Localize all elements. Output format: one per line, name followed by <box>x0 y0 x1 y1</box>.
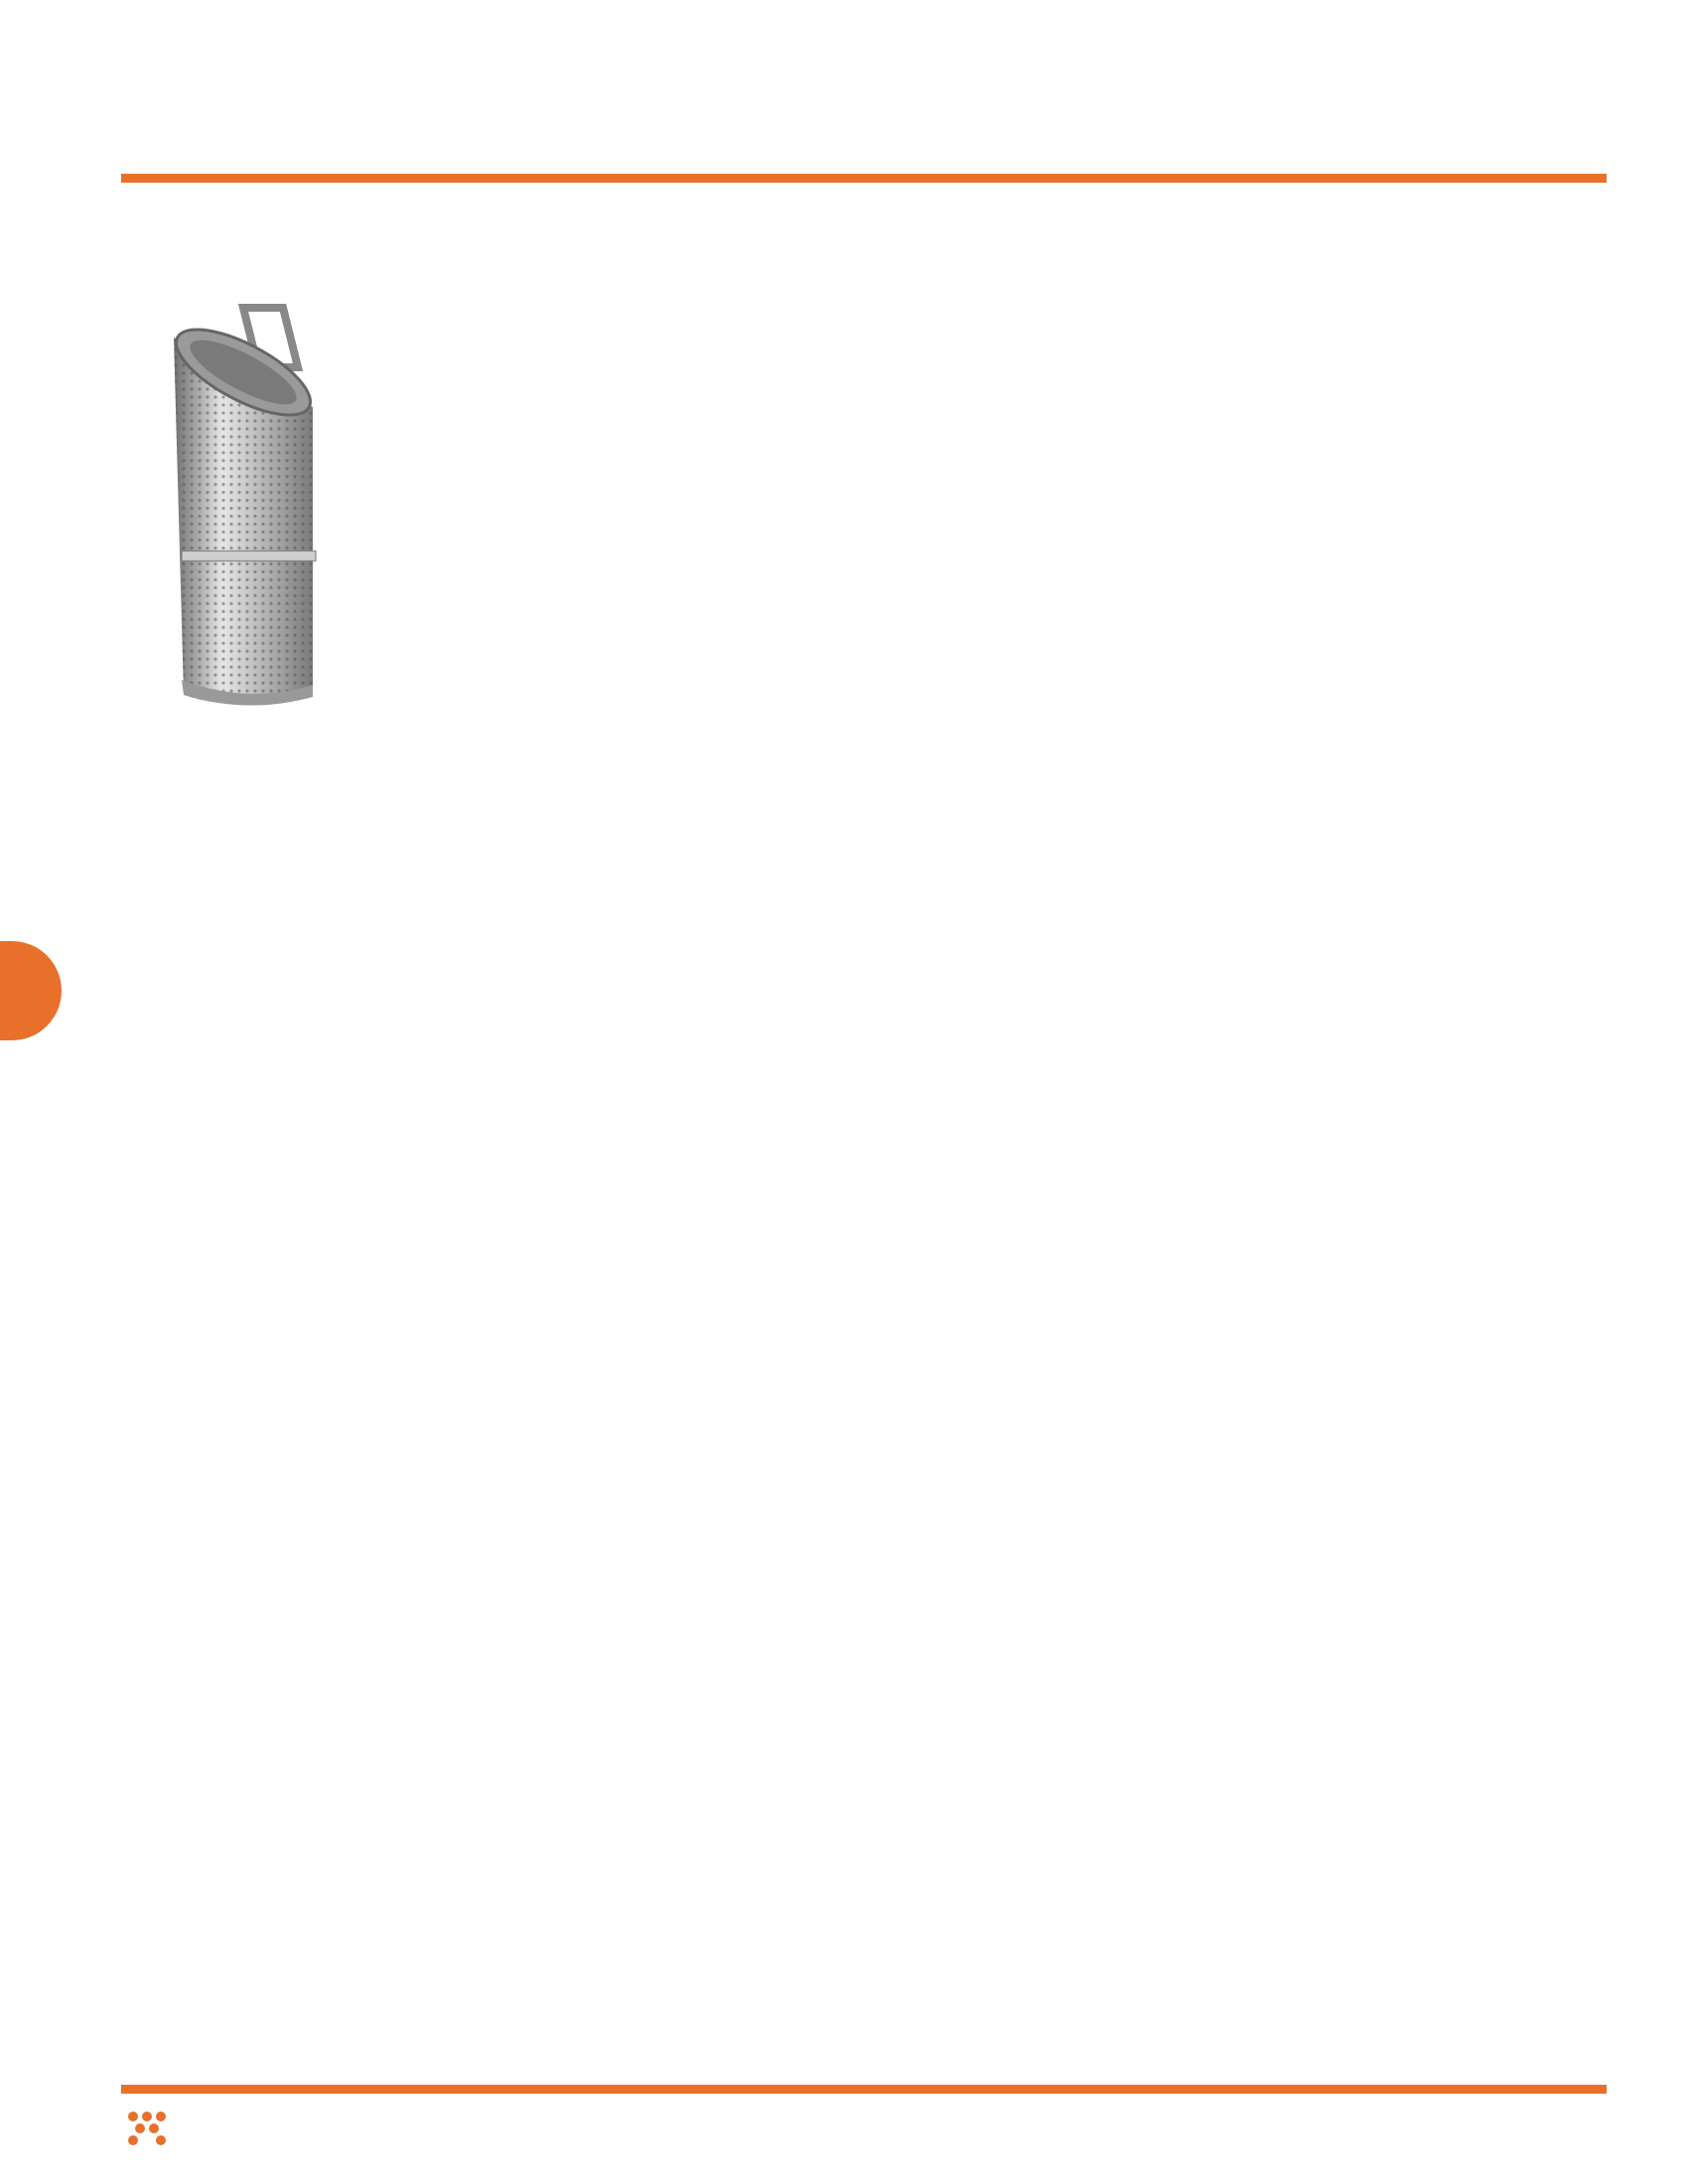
section-tab <box>0 941 62 1040</box>
fabco-logo <box>121 2103 330 2162</box>
footer-rule <box>121 2085 1607 2094</box>
basket-image <box>164 298 382 715</box>
header-rule <box>121 174 1607 183</box>
recommendation-note <box>123 812 401 814</box>
